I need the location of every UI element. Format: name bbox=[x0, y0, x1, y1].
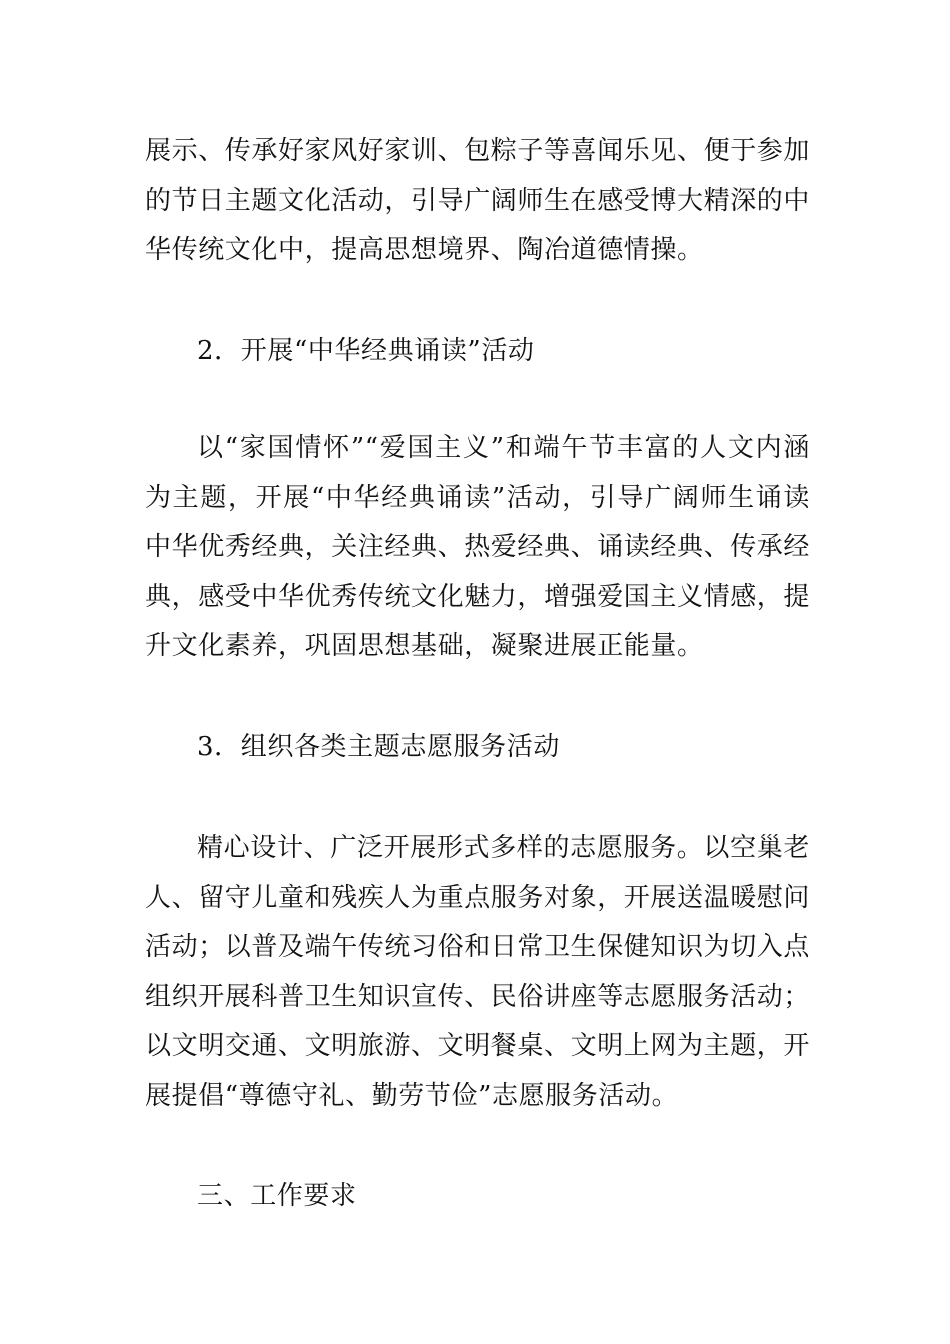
heading-volunteer-services: 3．组织各类主题志愿服务活动 bbox=[197, 732, 560, 762]
heading-classic-reading: 2．开展“中华经典诵读”活动 bbox=[197, 336, 535, 366]
paragraph-classic-reading: 以“家国情怀”“爱国主义”和端午节丰富的人文内涵为主题，开展“中华经典诵读”活动，引导广阔师生诵读中华优秀经典，关注经典、热爱经典、诵读经典、传承经典，感受中华优秀传统文化魅力，增强爱国主义情感，提升文化素养，巩固思想基础，凝聚进展正能量。 bbox=[145, 433, 811, 661]
heading-work-requirements: 三、工作要求 bbox=[197, 1181, 357, 1211]
paragraph-festival-activities: 展示、传承好家风好家训、包粽子等喜闻乐见、便于参加的节日主题文化活动，引导广阔师生在感受博大精深的中华传统文化中，提高思想境界、陶冶道德情操。 bbox=[145, 136, 811, 265]
paragraph-volunteer-services: 精心设计、广泛开展形式多样的志愿服务。以空巢老人、留守儿童和残疾人为重点服务对象，开展送温暖慰问活动；以普及端午传统习俗和日常卫生保健知识为切入点组织开展科普卫生知识宣传、民俗讲座等志愿服务活动；以文明交通、文明旅游、文明餐桌、文明上网为主题，开展提倡“尊德守礼、勤劳节俭”志愿服务活动。 bbox=[145, 833, 811, 1111]
